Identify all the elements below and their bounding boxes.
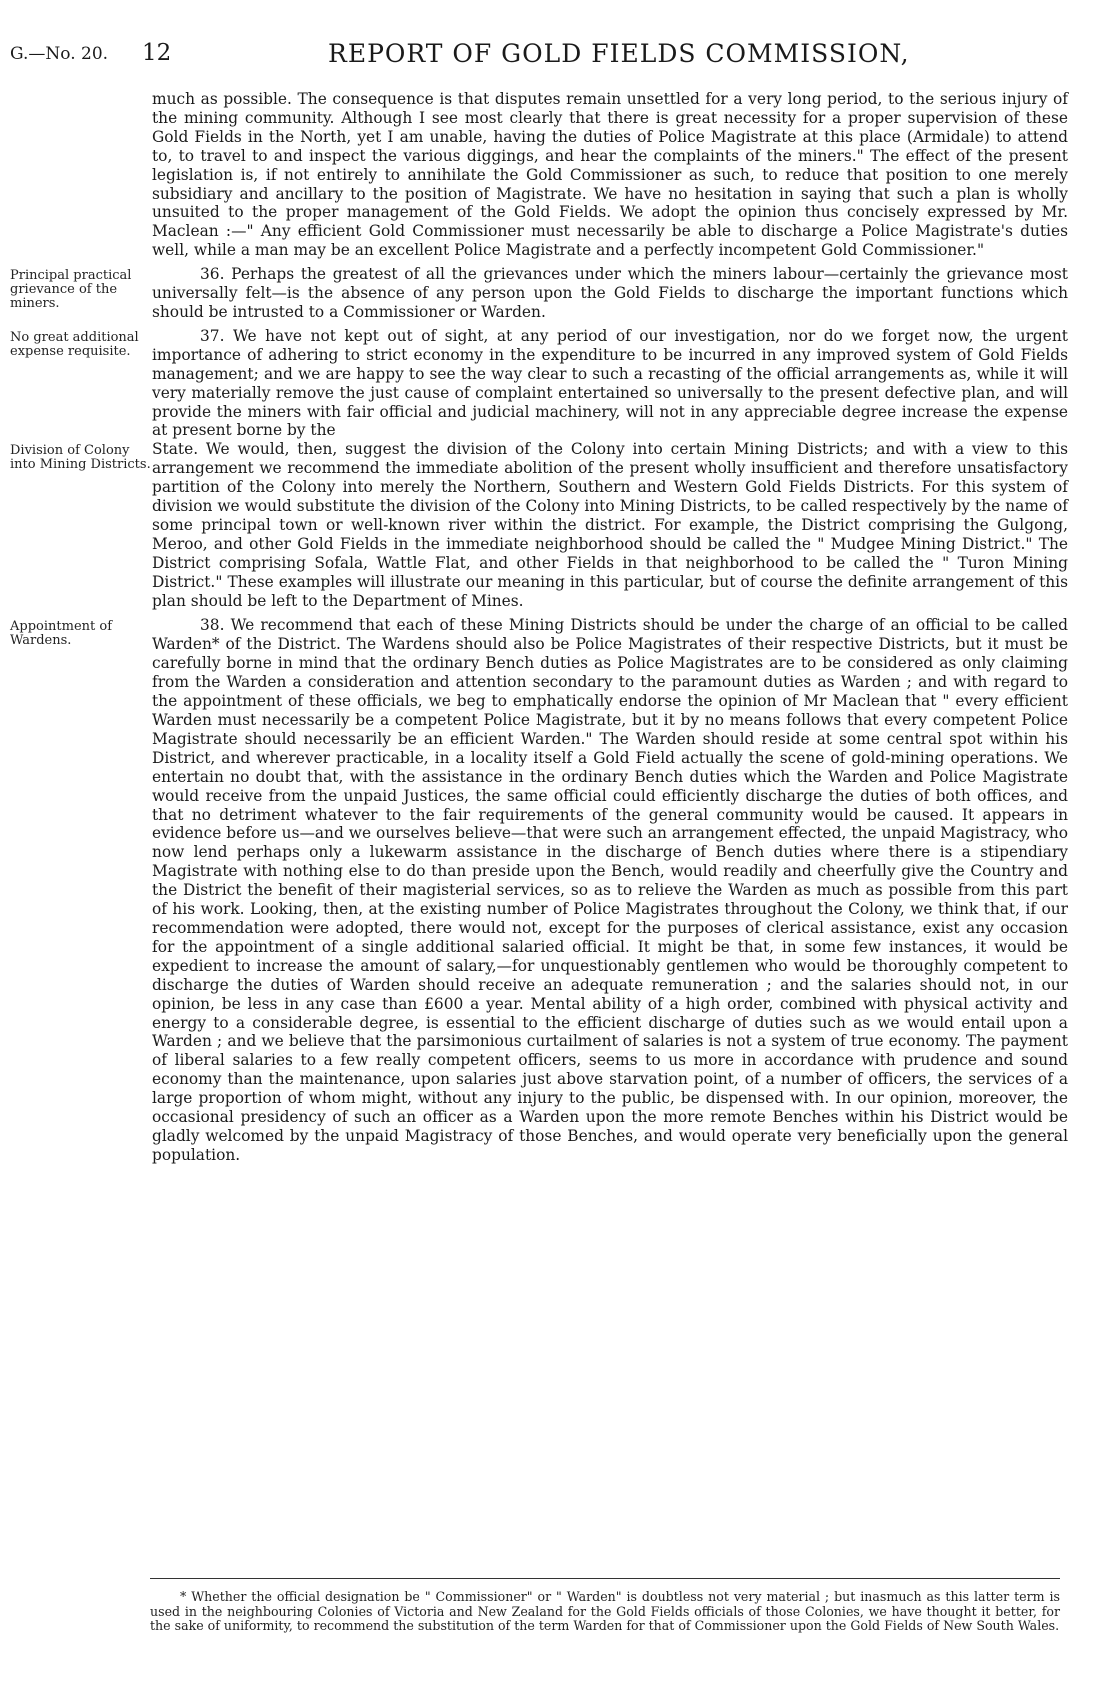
footnote: [150, 1590, 1060, 1634]
sidenote-no-great-expense: No great additional expense requisite.: [10, 329, 139, 359]
footnote-divider: [150, 1578, 1060, 1579]
sidenote-division-of-colony: Division of Colony into Mining Districts.: [10, 443, 151, 473]
paragraph-36: 36. Perhaps the greatest of all the grievances under which the miners labour—certainly the grievance most universally felt—is the absence of any person upon the Gold Fields to discharge the important functions which should be intrusted to a Commissioner or Warden.: [152, 265, 1068, 321]
page-title: REPORT OF GOLD FIELDS COMMISSION,: [328, 39, 910, 68]
paragraph-37-part-2: State. We would, then, suggest the division of the Colony into certain Mining Districts; and with a view to this arrangement we recommend the immediate abolition of the present wholly insufficient and therefore unsatisfactory partition of the Colony into merely the Northern, Southern and Western Gold Fields Districts. For this system of division we would substitute the division of the Colony into Mining Districts, to be called respectively by the name of some principal town or well-known river within the district. For example, the District comprising the Gulgong, Meroo, and other Gold Fields in the immediate neighborhood should be called the " Mudgee Mining District." The District comprising Sofala, Wattle Flat, and other Fields in that neighborhood to be called the " Turon Mining District." These examples will illustrate our meaning in this particular, but of course the definite arrangement of this plan should be left to the Department of Mines.: [152, 440, 1068, 610]
paragraph-row: [10, 90, 1070, 260]
paragraph-row: [10, 616, 1070, 1164]
paragraph-row: [10, 265, 1070, 322]
sidenote-principal-grievance: Principal practical grievance of the miners.: [10, 268, 132, 312]
sidenote-appointment-of-wardens: Appointment of Wardens.: [10, 619, 113, 649]
document-reference: G.—No. 20.: [10, 44, 109, 64]
page-number: 12: [142, 40, 172, 66]
paragraph-continued: much as possible. The consequence is that disputes remain unsettled for a very long period, to the serious injury of the mining community. Although I see most clearly that there is great necessity for a proper supervision of these Gold Fields in the North, yet I am unable, having the duties of Police Magistrate at this place (Armidale) to attend to, to travel to and inspect the various diggings, and hear the complaints of the miners." The effect of the present legislation is, if not entirely to annihilate the Gold Commissioner as such, to reduce that position to one merely subsidiary and ancillary to the position of Magistrate. We have no hesitation in saying that such a plan is wholly unsuited to the proper management of the Gold Fields. We adopt the opinion thus concisely expressed by Mr. Maclean :—" Any efficient Gold Commissioner must necessarily be able to discharge a Police Magistrate's duties well, while a man may be an excellent Police Magistrate and a perfectly incompetent Gold Commissioner.": [152, 90, 1068, 260]
paragraph-38: 38. We recommend that each of these Mining Districts should be under the charge of an official to be called Warden* of the District. The Wardens should also be Police Magistrates of their respective Districts, but it must be carefully borne in mind that the ordinary Bench duties as Police Magistrates are to be considered as only claiming from the Warden a consideration and attention secondary to the paramount duties as Warden ; and with regard to the appointment of these officials, we beg to emphatically endorse the opinion of Mr Maclean that " every efficient Warden must necessarily be a competent Police Magistrate, but it by no means follows that every competent Police Magistrate should necessarily be an efficient Warden." The Warden should reside at some central spot within his District, and wherever practicable, in a locality itself a Gold Field actually the scene of gold-mining operations. We entertain no doubt that, with the assistance in the ordinary Bench duties which the Warden and Police Magistrate would receive from the unpaid Justices, the same official could efficiently discharge the duties of both offices, and that no detriment whatever to the fair requirements of the general community would be caused. It appears in evidence before us—and we ourselves believe—that were such an arrangement effected, the unpaid Magistracy, who now lend perhaps only a lukewarm assistance in the discharge of Bench duties where there is a stipendiary Magistrate with nothing else to do than preside upon the Bench, would readily and cheerfully give the Country and the District the benefit of their magisterial services, so as to relieve the Warden as much as possible from this part of his work. Looking, then, at the existing number of Police Magistrates throughout the Colony, we think that, if our recommendation were adopted, there would not, except for the purposes of clerical assistance, exist any occasion for the appointment of a single additional salaried official. It might be that, in some few instances, it would be expedient to increase the amount of salary,—for unquestionably gentlemen who would be thoroughly competent to discharge the duties of Warden should receive an adequate remuneration ; and the salaries should not, in our opinion, be less in any case than £600 a year. Mental ability of a high order, combined with physical activity and energy to a considerable degree, is essential to the efficient discharge of duties such as we would entail upon a Warden ; and we believe that the parsimonious curtailment of salaries is not a system of true economy. The payment of liberal salaries to a few really competent officers, seems to us more in accordance with prudence and sound economy than the maintenance, upon salaries just above starvation point, of a number of officers, the services of a large proportion of whom might, without any injury to the public, be dispensed with. In our opinion, moreover, the occasional presidency of such an officer as a Warden upon the more remote Benches within his District would be gladly welcomed by the unpaid Magistracy of those Benches, and would operate very beneficially upon the general population.: [152, 616, 1068, 1164]
paragraph-37-part-1: 37. We have not kept out of sight, at any period of our investigation, nor do we forget now, the urgent importance of adhering to strict economy in the expenditure to be incurred in any improved system of Gold Fields management; and we are happy to see the way clear to such a recasting of the official arrangements as, while it will very materially remove the just cause of complaint entertained so universally to the present defective plan, and will provide the miners with fair official and judicial machinery, will not in any appreciable degree increase the expense at present borne by the: [152, 326, 1068, 440]
page-header: [10, 30, 1094, 80]
footnote-text: * Whether the official designation be " Commissioner" or " Warden" is doubtless not very material ; but inasmuch as this latter term is used in the neighbouring Colonies of Victoria and New Zealand for the Gold Fields officials of those Colonies, we have thought it better, for the sake of uniformity, to recommend the substitution of the term Warden for that of Commissioner upon the Gold Fields of New South Wales.: [150, 1589, 1060, 1633]
paragraph-row: [10, 327, 1070, 440]
report-body: [10, 90, 1070, 1165]
sidenote-empty: [10, 90, 152, 94]
paragraph-row: [10, 440, 1070, 610]
